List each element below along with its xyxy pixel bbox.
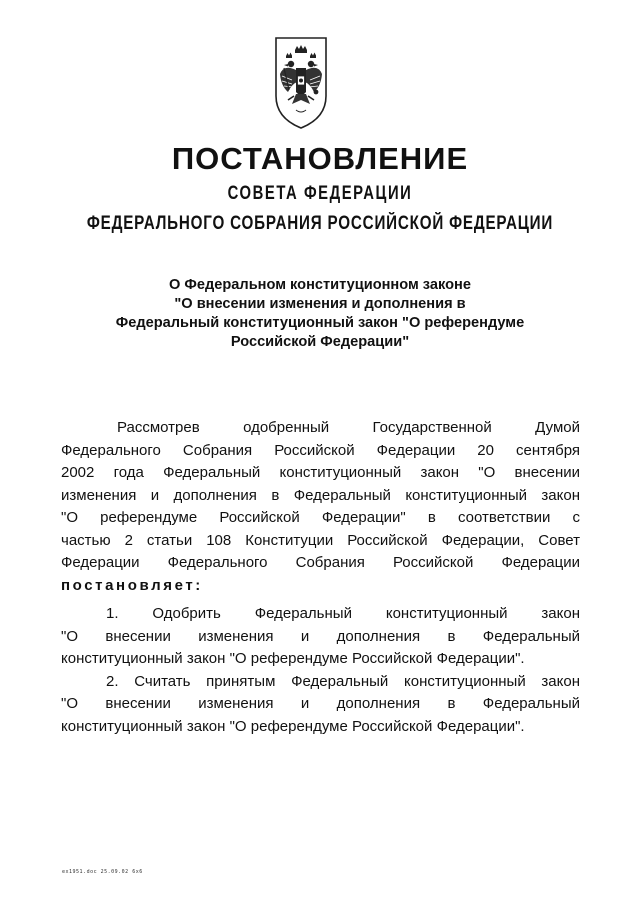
decree-word: постановляет: (61, 576, 203, 594)
preamble-line: Федерации Федерального Собрания Российской Федерации (61, 554, 580, 571)
clause-2-line: 2. Считать принятым Федеральный конституционный закон (106, 672, 580, 690)
preamble-line: Рассмотрев одобренный Государственной Думой (117, 419, 580, 436)
clauses-section (61, 603, 580, 738)
coat-of-arms-icon (272, 34, 330, 132)
issuer-line-1: СОВЕТА ФЕДЕРАЦИИ (227, 183, 413, 204)
preamble-line: изменения и дополнения в Федеральный конституционный закон (61, 486, 580, 504)
document-title: ПОСТАНОВЛЕНИЕ (171, 141, 469, 176)
document-subject (60, 276, 580, 352)
document-footer-code: ex1951.doc 25.09.02 6x6 (62, 869, 143, 875)
preamble-line: Федерального Собрания Российской Федерации 20 сентября (61, 441, 580, 459)
clause-1-line: конституционный закон "О референдуме Российской Федерации". (61, 650, 525, 667)
subject-line: "О внесении изменения и дополнения в (174, 296, 466, 312)
preamble-line: 2002 года Федеральный конституционный закон "О внесении (61, 464, 580, 481)
clause-2-line: "О внесении изменения и дополнения в Федеральный (61, 695, 580, 712)
subject-line: Федеральный конституционный закон "О референдуме (115, 315, 525, 331)
preamble-paragraph (61, 417, 580, 597)
clause-1-line: "О внесении изменения и дополнения в Федеральный (61, 627, 580, 645)
clause-2-line: конституционный закон "О референдуме Российской Федерации". (61, 717, 525, 735)
preamble-line: "О референдуме Российской Федерации" в соответствии с (61, 509, 580, 526)
preamble-line: частью 2 статьи 108 Конституции Российской Федерации, Совет (61, 531, 580, 549)
clause-1-line: 1. Одобрить Федеральный конституционный закон (106, 605, 580, 622)
subject-line: Российской Федерации" (230, 334, 410, 350)
issuer-line-2: ФЕДЕРАЛЬНОГО СОБРАНИЯ РОССИЙСКОЙ ФЕДЕРАЦИИ (86, 213, 554, 234)
subject-line: О Федеральном конституционном законе (169, 277, 471, 293)
